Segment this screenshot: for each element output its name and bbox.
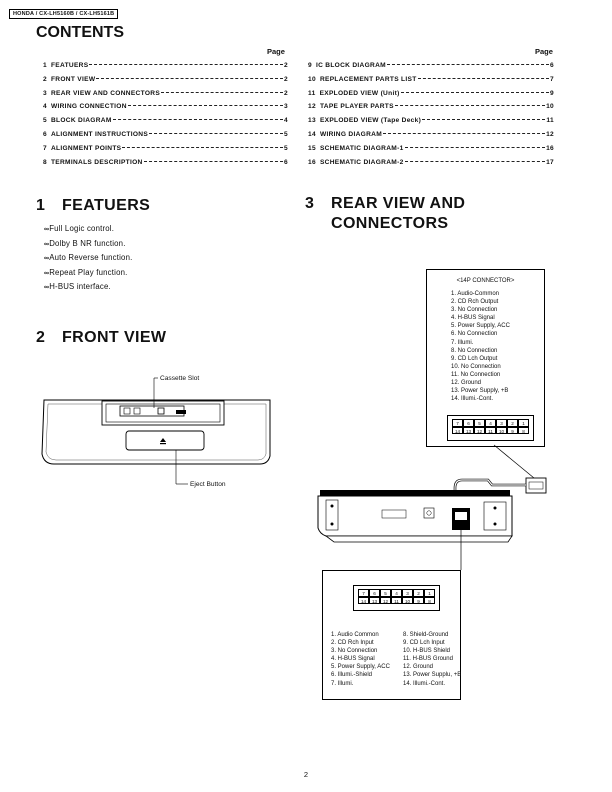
toc-number: 15 [308,144,316,152]
toc-entry[interactable] [308,90,554,104]
infinity-bullet-icon: ∞ [44,240,50,248]
toc-page: 4 [284,117,288,125]
toc-page: 7 [550,75,554,83]
list-item: ∞Dolby B NR function. [44,238,126,248]
toc-number: 12 [308,103,316,111]
toc-number: 7 [43,144,47,152]
cassette-slot-label: Cassette Slot [160,375,200,382]
toc-label: TAPE PLAYER PARTS [319,103,394,111]
toc-label: IC BLOCK DIAGRAM [315,62,386,69]
toc-page: 2 [284,89,288,97]
toc-entry[interactable] [43,62,288,76]
toc-right [308,62,554,172]
toc-number: 8 [43,158,47,166]
toc-page: 6 [550,62,554,69]
rear-unit-drawing [312,438,557,573]
toc-number: 6 [43,130,47,138]
section-title: FEATUERS [62,197,151,214]
toc-number: 13 [308,117,316,125]
toc-number: 4 [43,103,47,111]
connector-pin-grid: 7 6 5 4 3 2 1 14 13 12 11 10 9 8 [452,419,529,434]
toc-label: EXPLODED VIEW (Unit) [319,89,400,97]
toc-label: ALIGNMENT INSTRUCTIONS [50,130,149,138]
section-title-cont: CONNECTORS [331,215,449,232]
infinity-bullet-icon: ∞ [44,269,50,277]
front-view-heading [36,329,166,347]
toc-label: REPLACEMENT PARTS LIST [319,75,417,83]
toc-page: 3 [284,103,288,111]
toc-entry[interactable] [308,131,554,145]
toc-page: 12 [546,130,554,138]
infinity-bullet-icon: ∞ [44,284,50,291]
list-item: ∞H-BUS interface. [44,282,111,291]
toc-entry[interactable] [43,145,288,159]
unit-pin-list-right: 8. Shield-Ground 9. CD Lch Input 10. H-BUS Shield 11. H-BUS Ground 12. Ground 13. Power Supplu, +B 14. Illumi.-Cont. [403,632,462,687]
toc-label: FEATUERS [50,62,89,69]
toc-number: 5 [43,117,47,125]
toc-entry[interactable] [308,62,554,76]
toc-label: EXPLODED VIEW (Tape Deck) [319,117,422,125]
toc-page: 10 [546,103,554,111]
front-panel-drawing [40,368,275,498]
toc-label: WIRING CONNECTION [50,103,127,111]
features-heading [36,197,150,215]
list-item: ∞Auto Reverse function. [44,253,133,262]
list-item: ∞Full Logic control. [44,224,115,233]
toc-page: 17 [546,158,554,166]
toc-number: 14 [308,130,316,138]
toc-page: 2 [284,62,288,69]
toc-entry[interactable] [43,90,288,104]
toc-label: TERMINALS DESCRIPTION [50,158,143,166]
section-number: 2 [36,329,46,346]
section-title: REAR VIEW AND [331,195,466,212]
section-title: FRONT VIEW [62,329,167,346]
toc-page: 6 [284,158,288,166]
toc-entry[interactable] [308,76,554,90]
eject-button-label: Eject Button [190,481,226,488]
toc-page: 16 [546,144,554,152]
toc-entry[interactable] [43,76,288,90]
toc-number: 3 [43,89,47,97]
toc-entry[interactable] [308,159,554,173]
infinity-bullet-icon: ∞ [44,255,50,262]
unit-connector-box [322,570,461,700]
toc-entry[interactable] [308,103,554,117]
page-column-header-left: Page [267,47,285,56]
section-number: 3 [305,195,315,212]
unit-pin-list-left: 1. Audio Common 2. CD Rch Input 3. No Connection 4. H-BUS Signal 5. Power Supply, ACC 6. Illumi.-Shield 7. Illumi. [331,632,390,687]
toc-page: 11 [546,117,554,125]
toc-page: 9 [550,89,554,97]
toc-label: REAR VIEW AND CONNECTORS [50,89,161,97]
toc-label: SCHEMATIC DIAGRAM-2 [319,158,404,166]
toc-label: SCHEMATIC DIAGRAM-1 [319,144,404,152]
connector-14p-box [426,269,545,447]
page-column-header-right: Page [535,47,553,56]
toc-number: 9 [308,62,312,69]
toc-entry[interactable] [43,159,288,173]
list-item: ∞Repeat Play function. [44,267,128,277]
toc-number: 1 [43,62,47,69]
section-number: 1 [36,197,46,214]
page-number: 2 [303,770,309,779]
toc-entry[interactable] [43,117,288,131]
toc-entry[interactable] [308,117,554,131]
model-tag: HONDA / CX-LH5160B / CX-LH5161B [9,9,118,19]
toc-page: 5 [284,144,288,152]
toc-label: ALIGNMENT POINTS [50,144,122,152]
toc-number: 11 [308,89,316,97]
toc-page: 2 [284,75,288,83]
rear-view-heading [305,194,465,234]
contents-title: CONTENTS [36,24,124,41]
toc-entry[interactable] [43,103,288,117]
toc-entry[interactable] [43,131,288,145]
toc-entry[interactable] [308,145,554,159]
toc-number: 2 [43,75,47,83]
toc-label: WIRING DIAGRAM [319,130,383,138]
infinity-bullet-icon: ∞ [44,226,50,233]
toc-label: FRONT VIEW [50,75,96,83]
toc-number: 16 [308,158,316,166]
toc-label: BLOCK DIAGRAM [50,117,112,125]
toc-page: 5 [284,130,288,138]
unit-connector-pin-grid: 7 6 5 4 3 2 1 14 13 12 11 10 9 8 [358,589,435,604]
toc-number: 10 [308,75,316,83]
features-list [44,224,132,297]
toc-left [43,62,288,172]
unit-connector-face [353,585,440,611]
connector-pin-list: 1. Audio-Common 2. CD Rch Output 3. No Connection 4. H-BUS Signal 5. Power Supply, ACC 6. No Connection 7. Illumi. 8. No Connection 9. CD Lch Output 10. No Connection 11. No Connection 12. Ground 13. Power Supply, +B 14. Illumi.-Cont. [451,291,510,403]
connector-title: <14P CONNECTOR> [456,278,515,284]
